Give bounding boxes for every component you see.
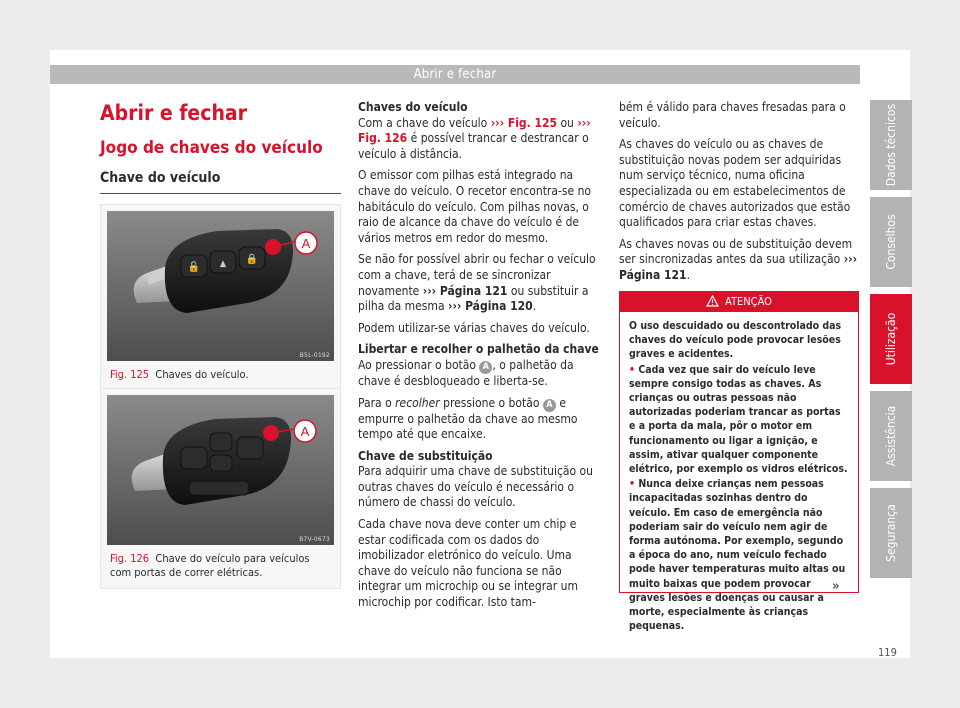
text: ou substituir a pilha da mesma — [358, 283, 589, 314]
bullet-icon: • — [629, 363, 636, 376]
text: . — [686, 267, 690, 282]
tab-utilizacao[interactable] — [870, 294, 912, 384]
paragraph: Para adquirir uma chave de substituição ou outras chaves do veículo é necessário o número de chassi do veículo. — [358, 464, 594, 510]
image-code: B7V-0673 — [299, 535, 330, 543]
figure-number: Fig. 125 — [110, 368, 150, 381]
tab-conselhos[interactable] — [870, 197, 912, 287]
figure-number: Fig. 126 — [110, 552, 150, 565]
text: Para o — [358, 395, 396, 410]
paragraph — [358, 252, 602, 314]
caption-text: Chave do veículo para veículos com portas de correr elétricas. — [110, 552, 310, 579]
subheading-palhetao: Libertar e recolher o palhetão da chave — [358, 342, 599, 357]
car-key-illustration — [107, 211, 334, 361]
subheading-substituicao: Chave de substituição — [358, 448, 493, 463]
paragraph — [358, 396, 602, 443]
figure-caption — [101, 545, 340, 588]
tab-label: Conselhos — [884, 214, 898, 270]
text: . — [532, 299, 537, 314]
text: é possível trancar e destrancar o veículo à distância. — [358, 131, 589, 161]
button-a-marker: A — [543, 399, 556, 412]
tab-label: Utilização — [884, 312, 898, 366]
text: Se não for possível abrir ou fechar o veículo com a chave, terá de se sincronizar novamente — [358, 252, 596, 298]
column-3 — [619, 100, 859, 290]
page-number: 119 — [878, 646, 897, 659]
continued-icon: » — [832, 579, 840, 594]
paragraph: O emissor com pilhas está integrado na chave do veículo. O recetor encontra-se no habitáculo do veículo. Com pilhas novas, o raio de alcance da chave do veículo é de vários metros em redor do mesmo. — [358, 168, 592, 245]
text: , o palhetão da chave é desbloqueado e liberta-se. — [358, 357, 574, 388]
tab-label: Segurança — [884, 504, 898, 562]
text: Ao pressionar o botão — [358, 357, 480, 372]
warning-box — [619, 291, 859, 633]
figure-126 — [100, 388, 341, 589]
paragraph — [619, 237, 859, 284]
column-2 — [358, 100, 602, 617]
page-link[interactable]: ››› Página 121 — [422, 283, 508, 298]
subsection-title: Chave do veículo — [100, 169, 341, 194]
warning-bullet — [629, 477, 849, 633]
column-1 — [100, 100, 341, 194]
text: ou — [557, 115, 578, 130]
callout-a: A — [300, 424, 310, 439]
warning-bullet — [629, 363, 849, 477]
running-header: Abrir e fechar — [50, 65, 860, 84]
paragraph — [358, 358, 602, 390]
svg-text:🔓: 🔓 — [187, 262, 201, 273]
figure-caption — [101, 361, 340, 390]
paragraph: bém é válido para chaves fresadas para o veículo. — [619, 100, 846, 130]
chapter-title: Abrir e fechar — [100, 101, 247, 125]
paragraph — [358, 116, 602, 163]
bullet-text: Cada vez que sair do veículo leve sempre consigo todas as chaves. As crianças ou outras pessoas não autorizadas poderiam trancar as portas e a porta da mala, pôr o motor em funcionamento ou ligar a ignição, e assim, ativar qualquer componente elétrico, por exemplo os vidros elétricos. — [629, 363, 848, 476]
paragraph: Cada chave nova deve conter um chip e estar codificada com os dados do imobilizador eletrónico do veículo. Uma chave do veículo não funciona se não integrar um microchip ou se integrar um microchip por codificar. Isto tam- — [358, 517, 578, 610]
key-image — [107, 395, 334, 545]
figure-125 — [100, 204, 341, 391]
figure-link[interactable]: ››› Fig. 125 — [490, 115, 558, 130]
paragraph: As chaves do veículo ou as chaves de substituição novas podem ser adquiridas num serviço técnico, numa oficina especializada ou em estabelecimentos de comércio de chaves autorizados que estão qualificados para criar estas chaves. — [619, 137, 851, 230]
callout-a: A — [301, 236, 311, 251]
tab-label: Dados técnicos — [884, 103, 898, 187]
page-link[interactable]: ››› Página 121 — [619, 252, 858, 282]
car-key-illustration — [107, 395, 334, 545]
warning-body — [620, 312, 858, 633]
emphasis: recolher — [395, 395, 440, 410]
button-a-marker: A — [479, 361, 492, 374]
tab-assistencia[interactable] — [870, 391, 912, 481]
text: As chaves novas ou de substituição devem ser sincronizadas antes da sua utilização — [619, 236, 853, 267]
page-link[interactable]: ››› Página 120 — [448, 299, 533, 314]
key-image — [107, 211, 334, 361]
tab-label: Assistência — [884, 405, 898, 467]
svg-text:▲: ▲ — [219, 259, 227, 269]
warning-intro: O uso descuidado ou descontrolado das chaves do veículo pode provocar lesões graves e acidentes. — [629, 320, 842, 361]
warning-header — [620, 292, 858, 312]
warning-icon — [706, 295, 719, 307]
tab-dados-tecnicos[interactable] — [870, 100, 912, 190]
caption-text: Chaves do veículo. — [155, 368, 249, 381]
subheading-chaves: Chaves do veículo — [358, 100, 468, 114]
bullet-icon: • — [629, 478, 636, 491]
bullet-text: Nunca deixe crianças nem pessoas incapacitadas sozinhas dentro do veículo. Em caso de emergência não poderiam sair do veículo nem agir de forma autónoma. Por exemplo, segundo a época do ano, num veículo fechado pode haver temperaturas muito altas ou muito baixas que podem provocar graves lesões e doenças ou causar a morte, especialmente às crianças pequenas. — [629, 478, 846, 633]
svg-text:🔒: 🔒 — [245, 254, 259, 265]
text: Com a chave do veículo — [358, 115, 491, 130]
image-code: B5L-0192 — [299, 351, 330, 359]
section-title: Jogo de chaves do veículo — [100, 138, 323, 158]
paragraph: Podem utilizar-se várias chaves do veículo. — [358, 320, 590, 335]
figure-link[interactable]: ››› Fig. 126 — [358, 115, 591, 146]
text: e empurre o palhetão da chave ao mesmo tempo até que encaixe. — [358, 395, 578, 442]
text: pressione o botão — [439, 395, 543, 410]
tab-seguranca[interactable] — [870, 488, 912, 578]
warning-title: ATENÇÃO — [725, 295, 772, 308]
